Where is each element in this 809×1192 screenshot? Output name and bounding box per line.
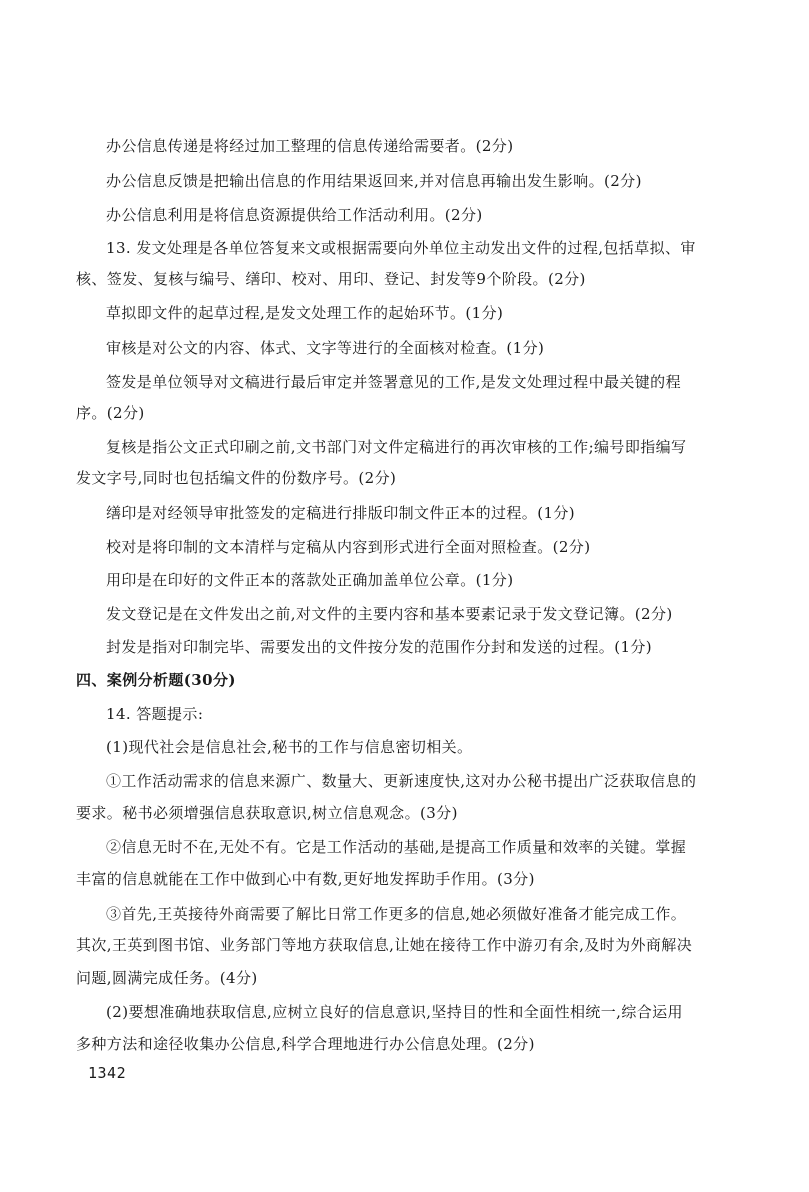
- paragraph-line: 丰富的信息就能在工作中做到心中有数,更好地发挥助手作用。(3分): [76, 870, 535, 888]
- paragraph-line: 核、签发、复核与编号、缮印、校对、用印、登记、封发等9个阶段。(2分): [76, 270, 586, 288]
- paragraph-line: 发文登记是在文件发出之前,对文件的主要内容和基本要素记录于发文登记簿。(2分): [106, 605, 673, 623]
- paragraph-line: 多种方法和途径收集办公信息,科学合理地进行办公信息处理。(2分): [76, 1035, 535, 1053]
- paragraph-line: 要求。秘书必须增强信息获取意识,树立信息观念。(3分): [76, 804, 458, 822]
- paragraph-line: 办公信息传递是将经过加工整理的信息传递给需要者。(2分): [106, 137, 514, 155]
- paragraph-line: 14. 答题提示:: [106, 705, 204, 723]
- paragraph-line: 复核是指公文正式印刷之前,文书部门对文件定稿进行的再次审核的工作;编号即指编写: [106, 438, 687, 456]
- paragraph-line: ①工作活动需求的信息来源广、数量大、更新速度快,这对办公秘书提出广泛获取信息的: [106, 772, 697, 790]
- paragraph-line: 序。(2分): [76, 404, 145, 422]
- paragraph-line: ②信息无时不在,无处不有。它是工作活动的基础,是提高工作质量和效率的关键。掌握: [106, 838, 687, 856]
- paragraph-line: 办公信息反馈是把输出信息的作用结果返回来,并对信息再输出发生影响。(2分): [106, 172, 642, 190]
- paragraph-line: 办公信息利用是将信息资源提供给工作活动利用。(2分): [106, 206, 483, 224]
- paragraph-line: (2)要想准确地获取信息,应树立良好的信息意识,坚持目的性和全面性相统一,综合运用: [106, 1003, 683, 1021]
- page-number: 1342: [88, 1064, 127, 1082]
- paragraph-line: 缮印是对经领导审批签发的定稿进行排版印制文件正本的过程。(1分): [106, 504, 576, 522]
- paragraph-line: 13. 发文处理是各单位答复来文或根据需要向外单位主动发出文件的过程,包括草拟、审: [106, 239, 696, 257]
- section-heading: 四、案例分析题(30分): [76, 671, 236, 689]
- paragraph-line: 草拟即文件的起草过程,是发文处理工作的起始环节。(1分): [106, 304, 504, 322]
- paragraph-line: ③首先,王英接待外商需要了解比日常工作更多的信息,她必须做好准备才能完成工作。: [106, 905, 687, 923]
- paragraph-line: 其次,王英到图书馆、业务部门等地方获取信息,让她在接待工作中游刃有余,及时为外商解决: [76, 936, 693, 954]
- paragraph-line: 发文字号,同时也包括编文件的份数序号。(2分): [76, 469, 397, 487]
- paragraph-line: 问题,圆满完成任务。(4分): [76, 969, 258, 987]
- paragraph-line: 封发是指对印制完毕、需要发出的文件按分发的范围作分封和发送的过程。(1分): [106, 638, 653, 656]
- paragraph-line: (1)现代社会是信息社会,秘书的工作与信息密切相关。: [106, 738, 473, 756]
- paragraph-line: 用印是在印好的文件正本的落款处正确加盖单位公章。(1分): [106, 571, 514, 589]
- paragraph-line: 校对是将印制的文本清样与定稿从内容到形式进行全面对照检查。(2分): [106, 538, 591, 556]
- paragraph-line: 签发是单位领导对文稿进行最后审定并签署意见的工作,是发文处理过程中最关键的程: [106, 373, 681, 391]
- paragraph-line: 审核是对公文的内容、体式、文字等进行的全面核对检查。(1分): [106, 339, 545, 357]
